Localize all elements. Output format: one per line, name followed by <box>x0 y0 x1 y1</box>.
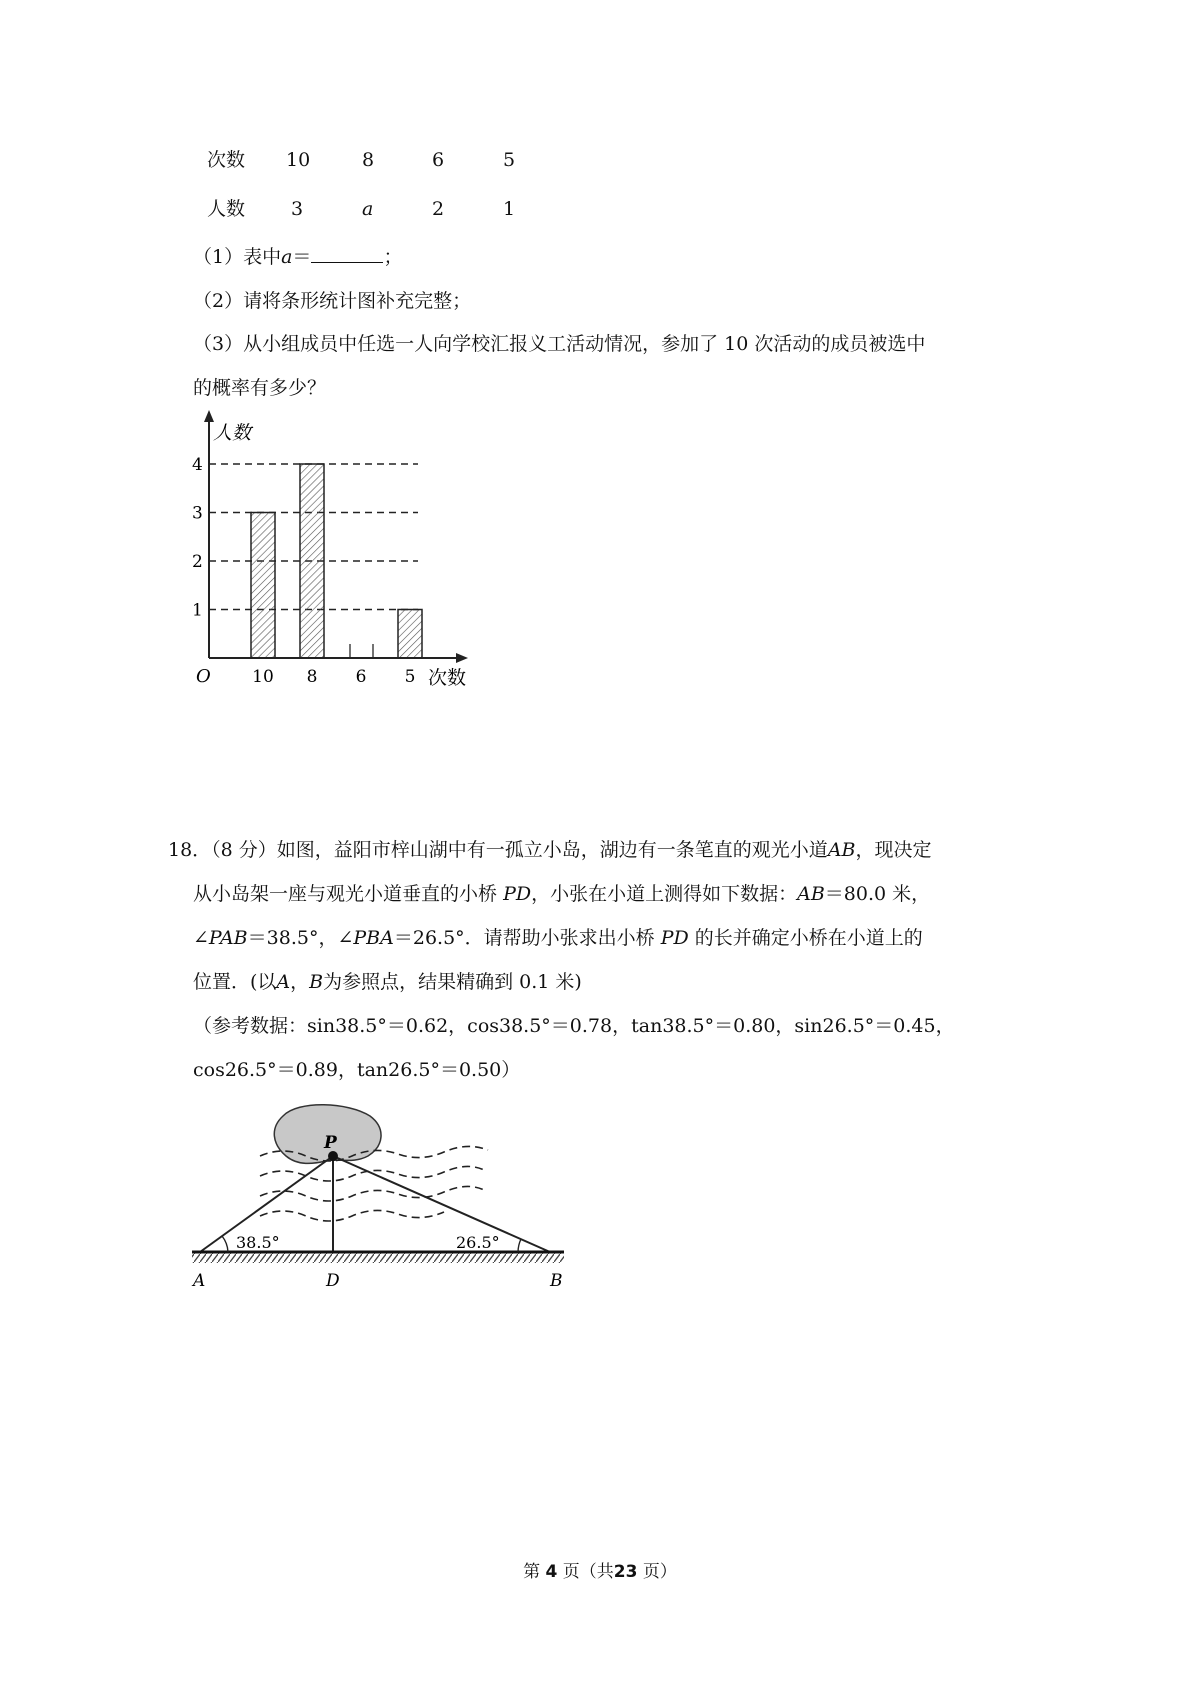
q17-part2: （2）请将条形统计图补充完整； <box>193 290 472 312</box>
table-cell: 8 <box>362 149 375 171</box>
angle-a-arc <box>222 1236 228 1252</box>
q17-part1-var: a <box>281 246 293 268</box>
total-pages: 23 <box>613 1562 638 1582</box>
x-tick-label: 8 <box>306 667 318 687</box>
bar-chart <box>180 410 480 700</box>
q18-text: ＝80.0 米， <box>824 883 931 905</box>
q18-text: ∠ <box>193 927 209 949</box>
bridge-figure <box>188 1094 588 1294</box>
q18-line1 <box>168 838 932 862</box>
y-axis-arrow-icon <box>204 410 214 422</box>
q17-part1-prefix: （1）表中 <box>193 246 282 268</box>
page-footer <box>0 1557 1200 1582</box>
x-tick-label: 6 <box>355 667 367 687</box>
table-cell: a <box>362 198 374 220</box>
footer-text: 页（共 <box>562 1562 614 1582</box>
q18-reference-line2: cos26.5°＝0.89，tan26.5°＝0.50） <box>193 1059 521 1081</box>
table-row1-label: 次数 <box>207 149 246 171</box>
x-tick-label: 10 <box>252 667 274 687</box>
y-tick-label: 2 <box>192 552 203 572</box>
q18-text: PD <box>660 927 689 949</box>
q18-text: PBA <box>353 927 394 949</box>
origin-label: O <box>196 666 211 687</box>
q18-reference-line1: （参考数据：sin38.5°＝0.62，cos38.5°＝0.78，tan38.5°＝0.80，sin26.5°＝0.45， <box>193 1015 955 1037</box>
q17-part1-suffix: ； <box>383 246 403 268</box>
label-d: D <box>326 1271 340 1291</box>
answer-blank <box>311 244 383 263</box>
q18-line4 <box>193 970 582 994</box>
label-b: B <box>550 1271 563 1291</box>
q18-text: ，现决定 <box>855 839 932 861</box>
q17-part1-eq: ＝ <box>292 246 312 268</box>
q18-text: ， <box>290 971 310 993</box>
q18-text: AB <box>827 839 856 861</box>
x-axis-label: 次数 <box>428 667 467 689</box>
q18-line3 <box>193 926 923 950</box>
q18-text: 为参照点，结果精确到 0.1 米) <box>323 971 582 993</box>
q18-text: PD <box>503 883 532 905</box>
q18-text: ，小张在小道上测得如下数据： <box>531 883 798 905</box>
q18-line2 <box>193 882 930 906</box>
q18-text: 位置．(以 <box>193 971 277 993</box>
q18-text: 18．（8 分）如图，益阳市梓山湖中有一孤立小岛，湖边有一条笔直的观光小道 <box>168 839 828 861</box>
angle-b-label: 26.5° <box>456 1233 500 1252</box>
x-axis-arrow-icon <box>456 653 468 663</box>
label-a: A <box>193 1271 206 1291</box>
table-cell: 10 <box>286 149 311 171</box>
footer-text: 页） <box>642 1562 677 1582</box>
page-number: 4 <box>545 1562 558 1582</box>
label-p: P <box>324 1133 337 1153</box>
q18-text: ＝26.5°．请帮助小张求出小桥 <box>393 927 655 949</box>
table-cell: 5 <box>503 149 516 171</box>
y-axis-label: 人数 <box>213 422 252 444</box>
y-tick-label: 4 <box>192 455 203 475</box>
q18-text: AB <box>797 883 825 905</box>
bar <box>251 513 275 659</box>
q17-part3-line1: （3）从小组成员中任选一人向学校汇报义工活动情况，参加了 10 次活动的成员被选中 <box>193 333 926 355</box>
bar <box>300 464 324 658</box>
q18-text: A <box>276 971 291 993</box>
footer-text: 第 <box>523 1562 541 1582</box>
table-cell: 6 <box>432 149 445 171</box>
q18-text: PAB <box>208 927 248 949</box>
angle-a-label: 38.5° <box>236 1233 280 1252</box>
q17-part1 <box>193 244 402 269</box>
y-tick-label: 1 <box>192 600 203 621</box>
q18-text: B <box>309 971 324 993</box>
y-tick-label: 3 <box>192 503 203 524</box>
bar <box>398 610 422 659</box>
table-cell: 3 <box>291 198 304 220</box>
table-cell: 1 <box>503 198 516 220</box>
q18-text: 从小岛架一座与观光小道垂直的小桥 <box>193 883 498 905</box>
ground-hatch <box>192 1253 564 1263</box>
x-tick-label: 5 <box>404 667 416 687</box>
q18-text: ＝38.5°，∠ <box>247 927 354 949</box>
table-row2-label: 人数 <box>207 198 246 220</box>
table-cell: 2 <box>432 198 445 220</box>
line-pb <box>333 1156 550 1252</box>
q17-part3-line2: 的概率有多少？ <box>193 377 327 399</box>
q18-text: 的长并确定小桥在小道上的 <box>694 927 923 949</box>
angle-b-arc <box>518 1239 521 1252</box>
